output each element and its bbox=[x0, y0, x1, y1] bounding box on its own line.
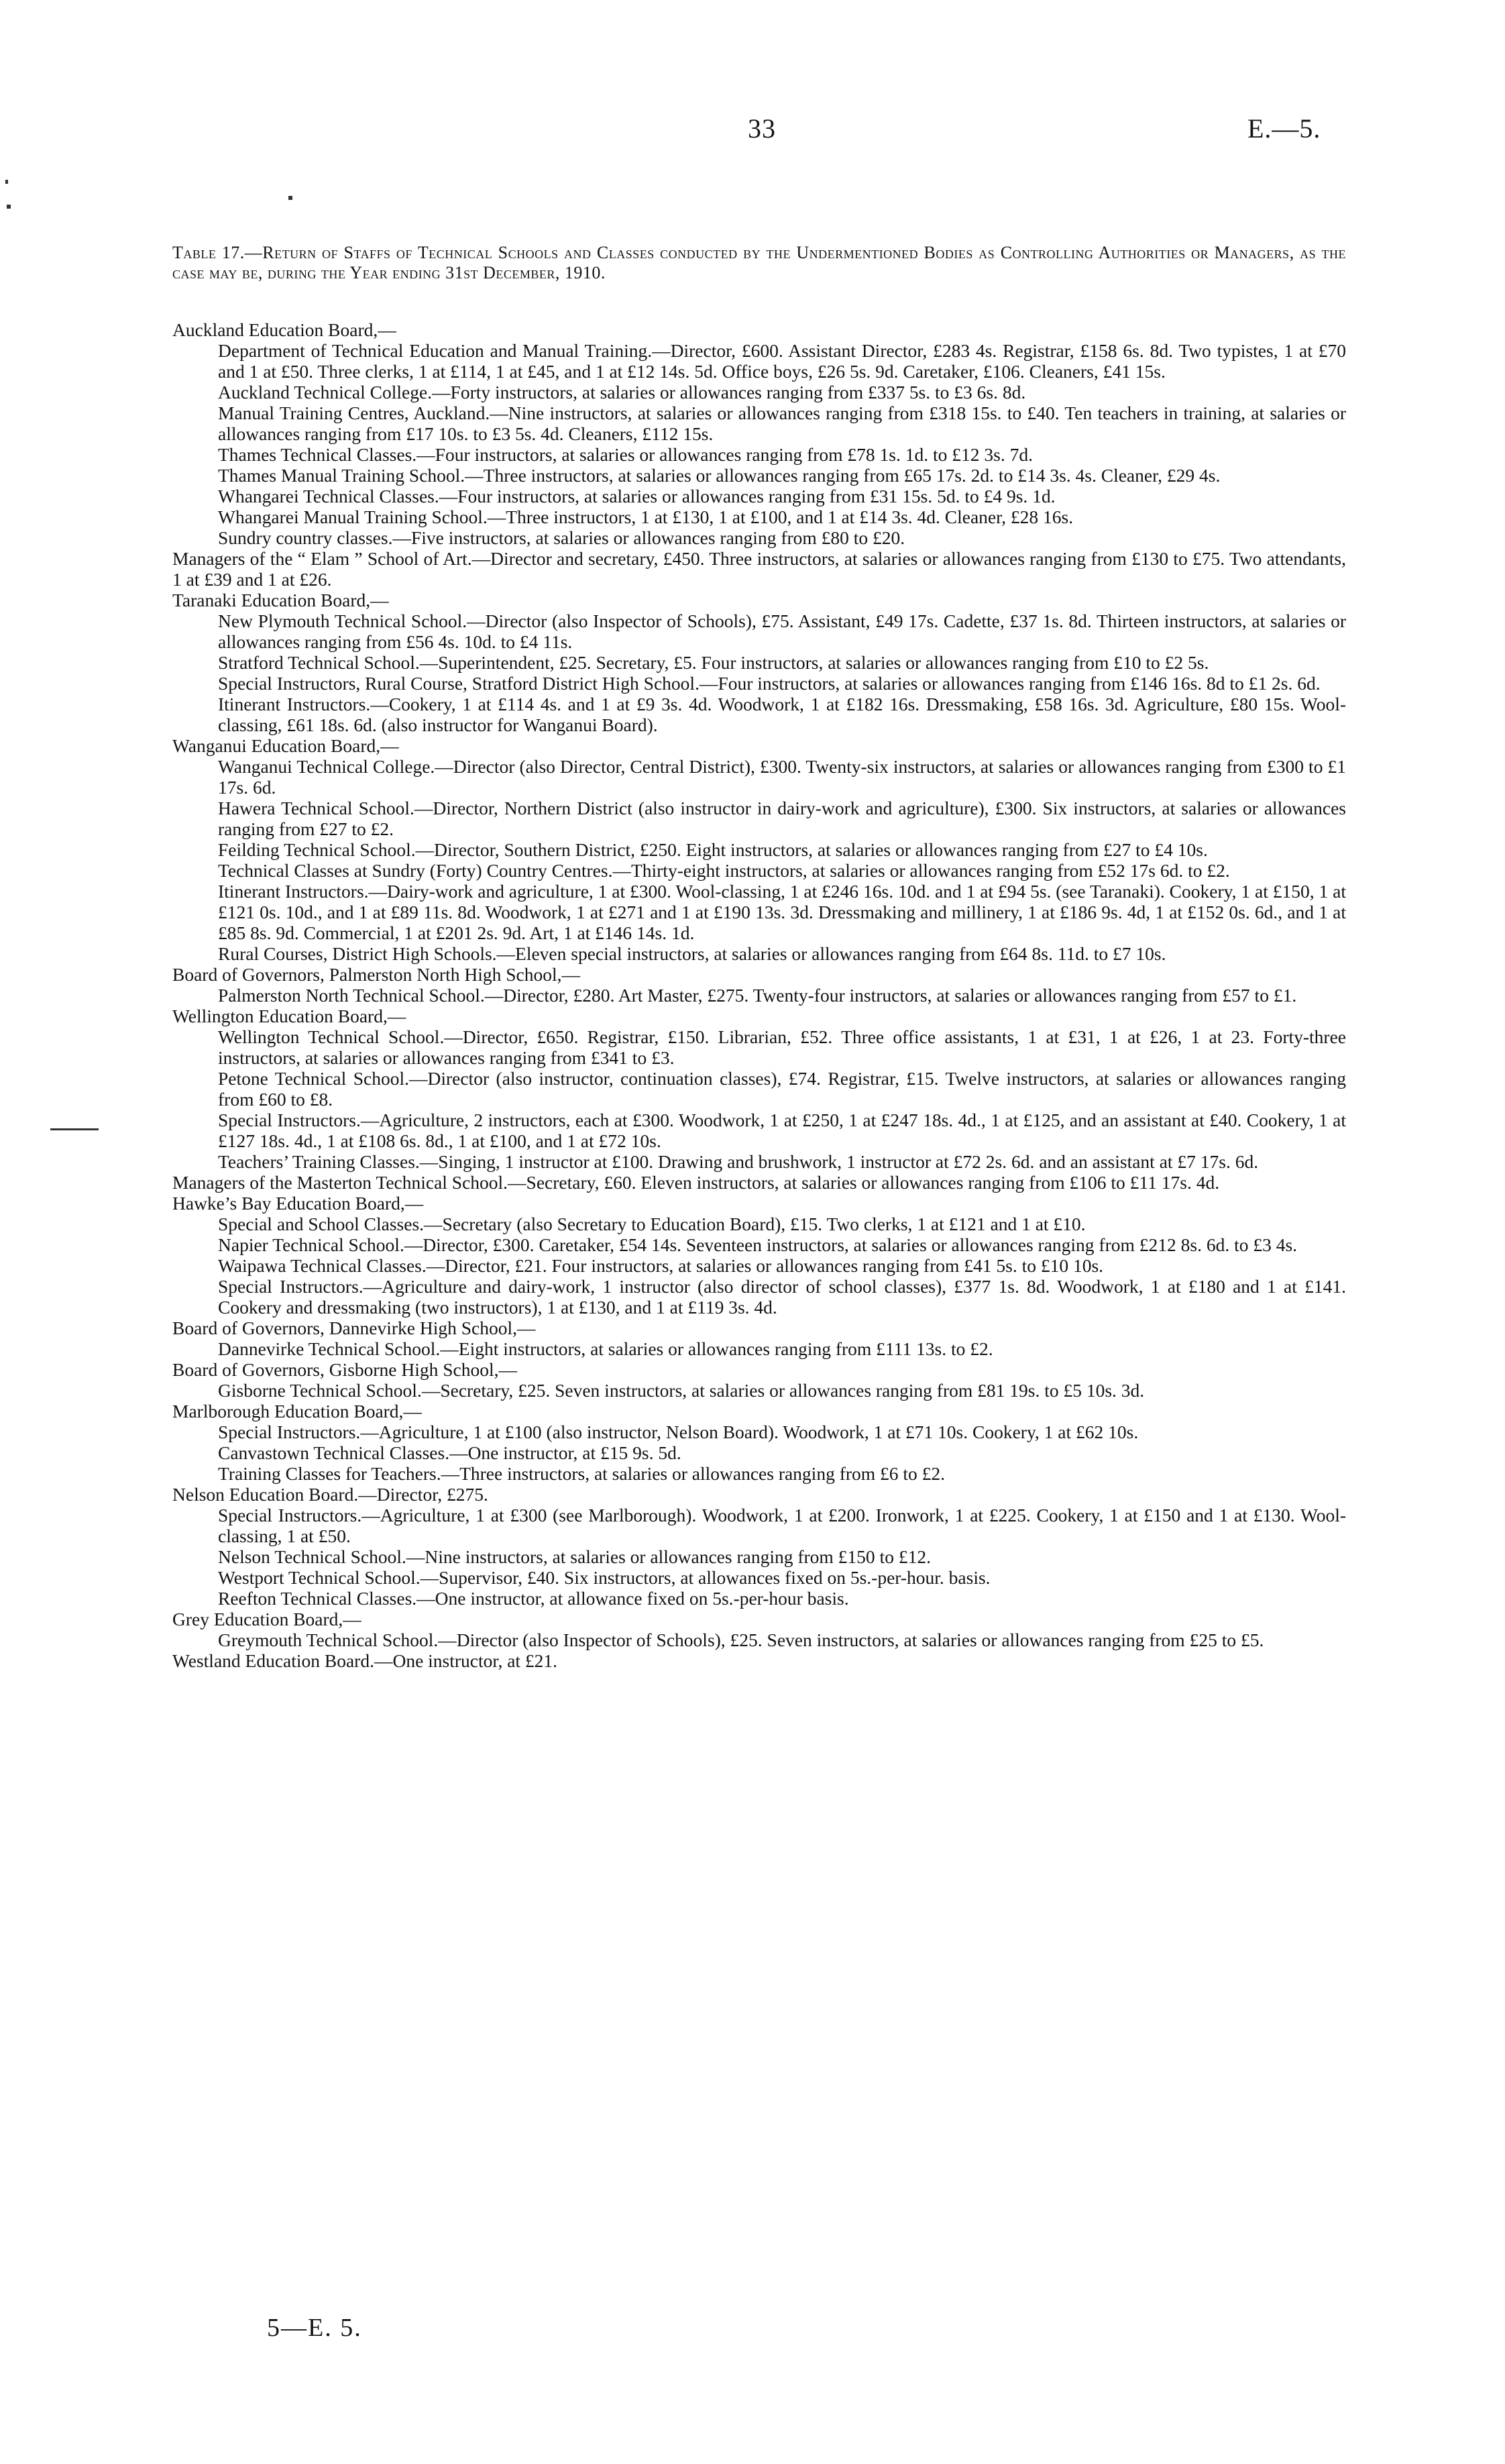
list-item: Feilding Technical School.—Director, Southern District, £250. Eight instructors, at salaries or allowances ranging from £27 to £4 10s. bbox=[218, 839, 1208, 860]
list-item: Westport Technical School.—Supervisor, £40. Six instructors, at allowances fixed on 5s.-per-hour. basis. bbox=[218, 1567, 991, 1588]
list-item: Special Instructors, Rural Course, Stratford District High School.—Four instructors, at salaries or allowances ranging from £146 16s. 8d to £1 2s. 6d. bbox=[218, 673, 1321, 694]
list-item: Palmerston North Technical School.—Director, £280. Art Master, £275. Twenty-four instructors, at salaries or allowances ranging from £57 to £1. bbox=[218, 985, 1297, 1006]
list-item: Rural Courses, District High Schools.—Eleven special instructors, at salaries or allowances ranging from £64 8s. 11d. to £7 10s. bbox=[218, 943, 1166, 964]
list-item: Technical Classes at Sundry (Forty) Country Centres.—Thirty-eight instructors, at salaries or allowances ranging from £52 17s 6d. to £2. bbox=[218, 860, 1230, 881]
staff-return-list bbox=[172, 319, 1346, 1671]
list-item: Stratford Technical School.—Superintendent, £25. Secretary, £5. Four instructors, at salaries or allowances ranging from £10 to £2 5s. bbox=[218, 652, 1209, 673]
list-item: Thames Manual Training School.—Three instructors, at salaries or allowances ranging from £65 17s. 2d. to £14 3s. 4s. Cleaner, £29 4s. bbox=[218, 465, 1221, 486]
list-item: Teachers’ Training Classes.—Singing, 1 instructor at £100. Drawing and brushwork, 1 instructor at £72 2s. 6d. and an assistant at £7 17s. 6d. bbox=[218, 1151, 1259, 1172]
margin-dash bbox=[50, 1128, 99, 1130]
list-item: Auckland Technical College.—Forty instructors, at salaries or allowances ranging from £337 5s. to £3 6s. 8d. bbox=[218, 382, 1026, 403]
page-number: 33 bbox=[748, 113, 776, 144]
list-item: Thames Technical Classes.—Four instructors, at salaries or allowances ranging from £78 1s. 1d. to £12 3s. 7d. bbox=[218, 444, 1033, 465]
table-title bbox=[172, 243, 1346, 283]
list-item: Training Classes for Teachers.—Three instructors, at salaries or allowances ranging from £6 to £2. bbox=[218, 1463, 946, 1484]
list-item: Greymouth Technical School.—Director (also Inspector of Schools), £25. Seven instructors, at salaries or allowances ranging from £25 to £5. bbox=[218, 1629, 1264, 1650]
list-item: Reefton Technical Classes.—One instructor, at allowance fixed on 5s.-per-hour basis. bbox=[218, 1588, 849, 1609]
list-item: Napier Technical School.—Director, £300. Caretaker, £54 14s. Seventeen instructors, at salaries or allowances ranging from £212 8s. 6d. to £3 4s. bbox=[218, 1234, 1298, 1255]
section-heading: Board of Governors, Palmerston North High School,— bbox=[172, 964, 580, 985]
section-heading: Westland Education Board.—One instructor, at £21. bbox=[172, 1650, 558, 1671]
list-item: Special Instructors.—Agriculture, 1 at £300 (see Marlborough). Woodwork, 1 at £200. Ironwork, 1 at £225. Cookery, 1 at £150 and 1 at £130. Wool-classing, 1 at £50. bbox=[218, 1505, 1346, 1546]
list-item: Waipawa Technical Classes.—Director, £21. Four instructors, at salaries or allowances ranging from £41 5s. to £10 10s. bbox=[218, 1255, 1104, 1276]
list-item: New Plymouth Technical School.—Director (also Inspector of Schools), £75. Assistant, £49 17s. Cadette, £37 1s. 8d. Thirteen instructors, at salaries or allowances ranging from £56 4s. 10d. to £4 11s. bbox=[218, 610, 1346, 652]
section-heading: Hawke’s Bay Education Board,— bbox=[172, 1193, 424, 1214]
section-heading: Wanganui Education Board,— bbox=[172, 735, 399, 756]
list-item: Itinerant Instructors.—Dairy-work and agriculture, 1 at £300. Wool-classing, 1 at £246 16s. 10d. and 1 at £94 5s. (see Taranaki). Cookery, 1 at £150, 1 at £121 0s. 10d., and 1 at £89 11s. 8d. Woodwork, 1 at £271 and 1 at £190 13s. 3d. Dressmaking and millinery, 1 at £186 9s. 4d, 1 at £152 0s. 6d., and 1 at £85 8s. 9d. Commercial, 1 at £201 2s. 9d. Art, 1 at £146 14s. 1d. bbox=[218, 881, 1346, 943]
list-item: Nelson Technical School.—Nine instructors, at salaries or allowances ranging from £150 to £12. bbox=[218, 1546, 931, 1567]
scan-speck bbox=[7, 205, 11, 209]
section-heading: Nelson Education Board.—Director, £275. bbox=[172, 1484, 488, 1505]
table-title-text: Table 17.—Return of Staffs of Technical Schools and Classes conducted by the Undermentioned Bodies as Controlling Authorities or Managers, as the case may be, during the Year ending 31st December, 1910. bbox=[172, 243, 1346, 282]
page-header bbox=[0, 113, 1505, 153]
list-item: Department of Technical Education and Manual Training.—Director, £600. Assistant Director, £283 4s. Registrar, £158 6s. 8d. Two typistes, 1 at £70 and 1 at £50. Three clerks, 1 at £114, 1 at £45, and 1 at £12 14s. 5d. Office boys, £26 5s. 9d. Caretaker, £106. Cleaners, £41 15s. bbox=[218, 340, 1346, 382]
list-item: Manual Training Centres, Auckland.—Nine instructors, at salaries or allowances ranging from £318 15s. to £40. Ten teachers in training, at salaries or allowances ranging from £17 10s. to £3 5s. 4d. Cleaners, £112 15s. bbox=[218, 403, 1346, 444]
list-item: Itinerant Instructors.—Cookery, 1 at £114 4s. and 1 at £9 3s. 4d. Woodwork, 1 at £182 16s. Dressmaking, £58 16s. 3d. Agriculture, £80 15s. Wool-classing, £61 18s. 6d. (also instructor for Wanganui Board). bbox=[218, 694, 1346, 735]
document-code: E.—5. bbox=[1247, 113, 1321, 144]
list-item: Dannevirke Technical School.—Eight instructors, at salaries or allowances ranging from £111 13s. to £2. bbox=[218, 1338, 993, 1359]
scan-speck bbox=[288, 196, 292, 200]
section-heading: Wellington Education Board,— bbox=[172, 1006, 406, 1026]
section-heading: Auckland Education Board,— bbox=[172, 319, 396, 340]
list-item: Gisborne Technical School.—Secretary, £25. Seven instructors, at salaries or allowances ranging from £81 19s. to £5 10s. 3d. bbox=[218, 1380, 1145, 1401]
list-item: Sundry country classes.—Five instructors, at salaries or allowances ranging from £80 to £20. bbox=[218, 527, 905, 548]
list-item: Hawera Technical School.—Director, Northern District (also instructor in dairy-work and agriculture), £300. Six instructors, at salaries or allowances ranging from £27 to £2. bbox=[218, 798, 1346, 839]
scan-speck bbox=[5, 180, 8, 184]
section-heading: Board of Governors, Gisborne High School,— bbox=[172, 1359, 518, 1380]
list-item: Whangarei Technical Classes.—Four instructors, at salaries or allowances ranging from £31 15s. 5d. to £4 9s. 1d. bbox=[218, 486, 1056, 506]
list-item: Special Instructors.—Agriculture, 1 at £100 (also instructor, Nelson Board). Woodwork, 1 at £71 10s. Cookery, 1 at £62 10s. bbox=[218, 1422, 1139, 1442]
footer-signature: 5—E. 5. bbox=[267, 2314, 362, 2342]
list-item: Special Instructors.—Agriculture, 2 instructors, each at £300. Woodwork, 1 at £250, 1 at £247 18s. 4d., 1 at £125, and an assistant at £40. Cookery, 1 at £127 18s. 4d., 1 at £108 6s. 8d., 1 at £100, and 1 at £72 10s. bbox=[218, 1110, 1346, 1151]
list-item: Whangarei Manual Training School.—Three instructors, 1 at £130, 1 at £100, and 1 at £14 3s. 4d. Cleaner, £28 16s. bbox=[218, 506, 1074, 527]
section-heading: Marlborough Education Board,— bbox=[172, 1401, 422, 1422]
section-heading: Board of Governors, Dannevirke High School,— bbox=[172, 1318, 536, 1338]
section-heading: Managers of the Masterton Technical School.—Secretary, £60. Eleven instructors, at salaries or allowances ranging from £106 to £11 17s. 4d. bbox=[172, 1172, 1220, 1193]
list-item: Special and School Classes.—Secretary (also Secretary to Education Board), £15. Two clerks, 1 at £121 and 1 at £10. bbox=[218, 1214, 1086, 1234]
list-item: Wanganui Technical College.—Director (also Director, Central District), £300. Twenty-six instructors, at salaries or allowances ranging from £300 to £1 17s. 6d. bbox=[218, 756, 1346, 798]
section-heading: Taranaki Education Board,— bbox=[172, 590, 389, 610]
section-heading: Managers of the “ Elam ” School of Art.—Director and secretary, £450. Three instructors, at salaries or allowances ranging from £130 to £75. Two attendants, 1 at £39 and 1 at £26. bbox=[172, 548, 1346, 590]
section-heading: Grey Education Board,— bbox=[172, 1609, 361, 1629]
list-item: Canvastown Technical Classes.—One instructor, at £15 9s. 5d. bbox=[218, 1442, 681, 1463]
list-item: Special Instructors.—Agriculture and dairy-work, 1 instructor (also director of school classes), £377 1s. 8d. Woodwork, 1 at £180 and 1 at £141. Cookery and dressmaking (two instructors), 1 at £130, and 1 at £119 3s. 4d. bbox=[218, 1276, 1346, 1318]
list-item: Wellington Technical School.—Director, £650. Registrar, £150. Librarian, £52. Three office assistants, 1 at £31, 1 at £26, 1 at 23. Forty-three instructors, at salaries or allowances ranging from £341 to £3. bbox=[218, 1026, 1346, 1068]
list-item: Petone Technical School.—Director (also instructor, continuation classes), £74. Registrar, £15. Twelve instructors, at salaries or allowances ranging from £60 to £8. bbox=[218, 1068, 1346, 1110]
